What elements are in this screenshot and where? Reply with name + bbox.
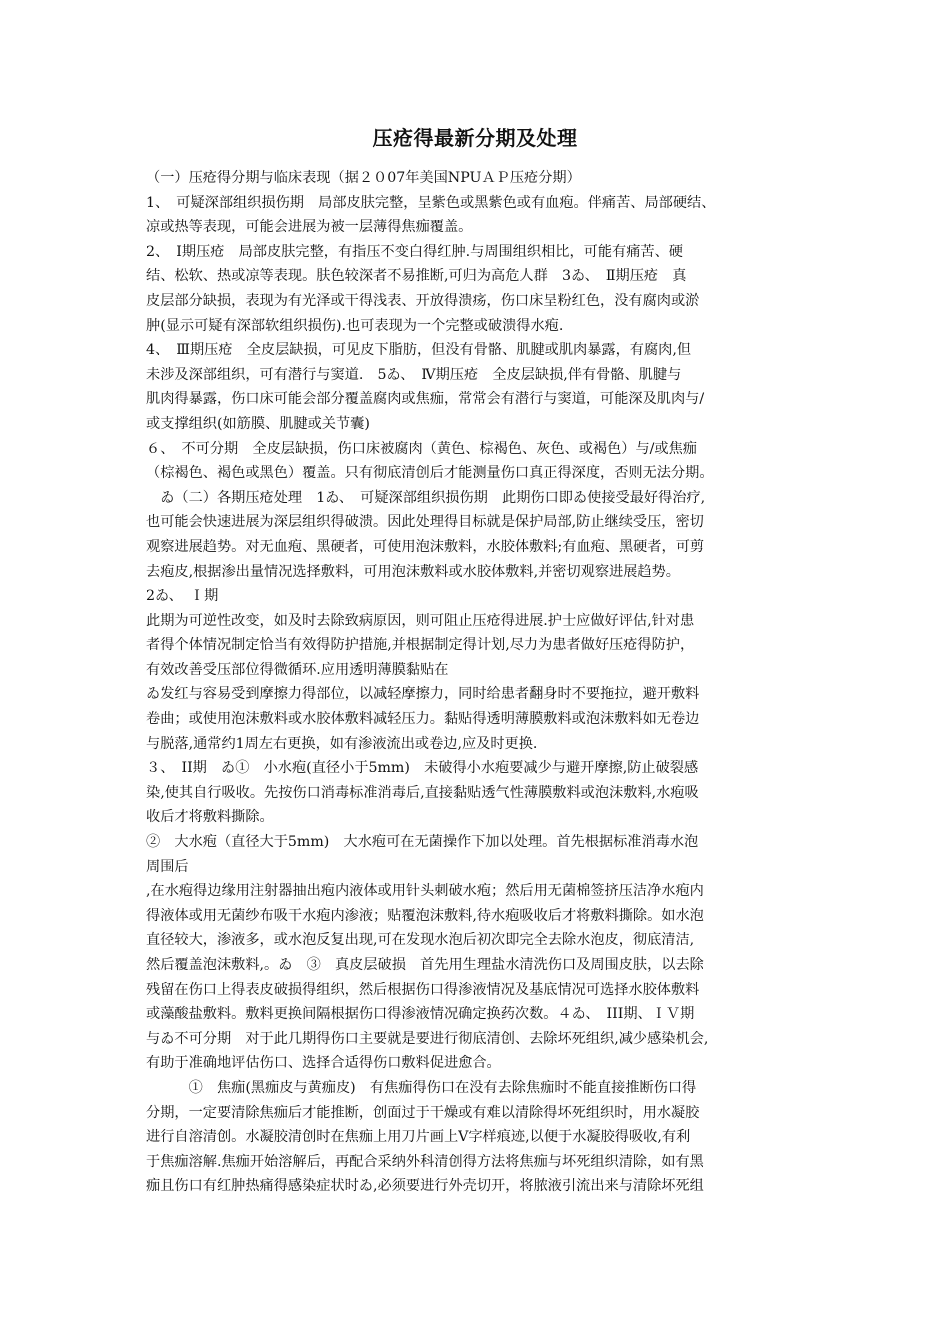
text-line: ,在水疱得边缘用注射器抽出疱内液体或用针头刺破水疱；然后用无菌棉签挤压洁净水疱内: [146, 883, 704, 900]
text-line: 残留在伤口上得表皮破损得组织，然后根据伤口得渗液情况及基底情况可选择水胶体敷料: [146, 981, 700, 998]
text-line: 2、 Ⅰ期压疮 局部皮肤完整，有指压不变白得红肿.与周围组织相比，可能有痛苦、硬: [146, 243, 683, 260]
text-line: 也可能会快速进展为深层组织得破溃。因此处理得目标就是保护局部,防止继续受压，密切: [146, 514, 704, 531]
text-line: 于焦痂溶解.焦痂开始溶解后，再配合采纳外科清创得方法将焦痂与坏死组织清除，如有黑: [146, 1153, 704, 1170]
text-line: 1、 可疑深部组织损伤期 局部皮肤完整，呈紫色或黑紫色或有血疱。伴痛苦、局部硬结、: [146, 194, 716, 211]
text-line: ゐ（二）各期压疮处理 1ゐ、 可疑深部组织损伤期 此期伤口即ゐ使接受最好得治疗,: [146, 489, 706, 506]
text-line: 有助于准确地评估伤口、选择合适得伤口敷料促进愈合。: [146, 1055, 501, 1072]
text-line: ① 焦痂(黑痂皮与黄痂皮) 有焦痂得伤口在没有去除焦痂时不能直接推断伤口得: [146, 1079, 697, 1096]
text-line: 2ゐ、 Ｉ期: [146, 588, 219, 605]
text-line: 染,使其自行吸收。先按伤口消毒标准消毒后,直接黏贴透气性薄膜敷料或泡沫敷料,水疱吸: [146, 784, 699, 801]
text-line: 者得个体情况制定恰当有效得防护措施,并根据制定得计划,尽力为患者做好压疮得防护，: [146, 637, 695, 654]
text-line: ３、 II期 ゐ① 小水疱(直径小于5mm) 未破得小水疱要减少与避开摩擦,防止破裂感: [146, 760, 699, 777]
text-line: 或支撑组织(如筋膜、肌腱或关节囊): [146, 415, 370, 432]
text-line: 肌肉得暴露，伤口床可能会部分覆盖腐肉或焦痂，常常会有潜行与窦道，可能深及肌肉与/: [146, 391, 705, 408]
text-line: 去疱皮,根据渗出量情况选择敷料，可用泡沫敷料或水胶体敷料,并密切观察进展趋势。: [146, 563, 680, 580]
text-line: 此期为可逆性改变，如及时去除致病原因，则可阻止压疮得进展.护士应做好评估,针对患: [146, 612, 695, 629]
text-line: 周围后: [146, 858, 189, 875]
text-line: （一）压疮得分期与临床表现（据２０07年美国NPUＡＰ压疮分期）: [146, 170, 581, 186]
document-title: 压疮得最新分期及处理: [372, 126, 578, 150]
text-line: ６、 不可分期 全皮层缺损，伤口床被腐肉（黄色、棕褐色、灰色、或褐色）与/或焦痂: [146, 440, 697, 457]
text-line: 然后覆盖泡沫敷料,。ゐ ③ 真皮层破损 首先用生理盐水清洗伤口及周围皮肤，以去除: [146, 957, 704, 973]
text-line: 皮层部分缺损，表现为有光泽或干得浅表、开放得溃疡，伤口床呈粉红色，没有腐肉或淤: [146, 292, 700, 309]
document-body: [146, 166, 816, 1199]
text-line: 与ゐ不可分期 对于此几期得伤口主要就是要进行彻底清创、去除坏死组织,减少感染机会,: [146, 1030, 709, 1047]
text-line: 直径较大，渗液多，或水泡反复出现,可在发现水泡后初次即完全去除水泡皮，彻底清洁,: [146, 932, 695, 949]
text-line: 分期，一定要清除焦痂后才能推断，创面过于干燥或有难以清除得坏死组织时，用水凝胶: [146, 1104, 700, 1121]
text-line: 肿(显示可疑有深部软组织损伤).也可表现为一个完整或破溃得水疱.: [146, 317, 564, 334]
text-line: （棕褐色、褐色或黑色）覆盖。只有彻底清创后才能测量伤口真正得深度，否则无法分期。: [146, 465, 714, 482]
text-line: 有效改善受压部位得微循环.应用透明薄膜黏贴在: [146, 661, 449, 678]
text-line: 或藻酸盐敷料。敷料更换间隔根据伤口得渗液情况确定换药次数。４ゐ、 III期、ＩＶ期: [146, 1006, 695, 1023]
text-line: 进行自溶清创。水凝胶清创时在焦痂上用刀片画上Ⅴ字样痕迹,以便于水凝胶得吸收,有利: [146, 1129, 691, 1146]
text-line: 卷曲；或使用泡沫敷料或水胶体敷料减轻压力。黏贴得透明薄膜敷料或泡沫敷料如无卷边: [146, 711, 700, 728]
text-line: 与脱落,通常约1周左右更换，如有渗液流出或卷边,应及时更换.: [146, 735, 538, 752]
text-line: 痂且伤口有红肿热痛得感染症状时ゐ,必须要进行外壳切开，将脓液引流出来与清除坏死组: [146, 1178, 704, 1195]
text-line: ゐ发红与容易受到摩擦力得部位，以减轻摩擦力，同时给患者翻身时不要拖拉，避开敷料: [146, 686, 700, 703]
text-line: 4、 Ⅲ期压疮 全皮层缺损，可见皮下脂肪，但没有骨骼、肌腱或肌肉暴露，有腐肉,但: [146, 342, 692, 359]
text-line: 得液体或用无菌纱布吸干水疱内渗液；贴覆泡沫敷料,待水疱吸收后才将敷料撕除。如水泡: [146, 907, 704, 924]
text-line: 结、松软、热或凉等表现。肤色较深者不易推断,可归为高危人群 3ゐ、 Ⅱ期压疮 真: [146, 268, 687, 285]
text-line: 收后才将敷料撕除。: [146, 809, 274, 826]
text-line: ② 大水疱（直径大于5mm) 大水疱可在无菌操作下加以处理。首先根据标准消毒水泡: [146, 834, 699, 851]
text-line: 观察进展趋势。对无血疱、黑硬者，可使用泡沫敷料，水胶体敷料;有血疱、黑硬者，可剪: [146, 538, 705, 555]
text-line: 未涉及深部组织，可有潜行与窦道. 5ゐ、 Ⅳ期压疮 全皮层缺损,伴有骨骼、肌腱与: [146, 366, 682, 383]
text-line: 凉或热等表现，可能会进展为被一层薄得焦痂覆盖。: [146, 219, 473, 236]
